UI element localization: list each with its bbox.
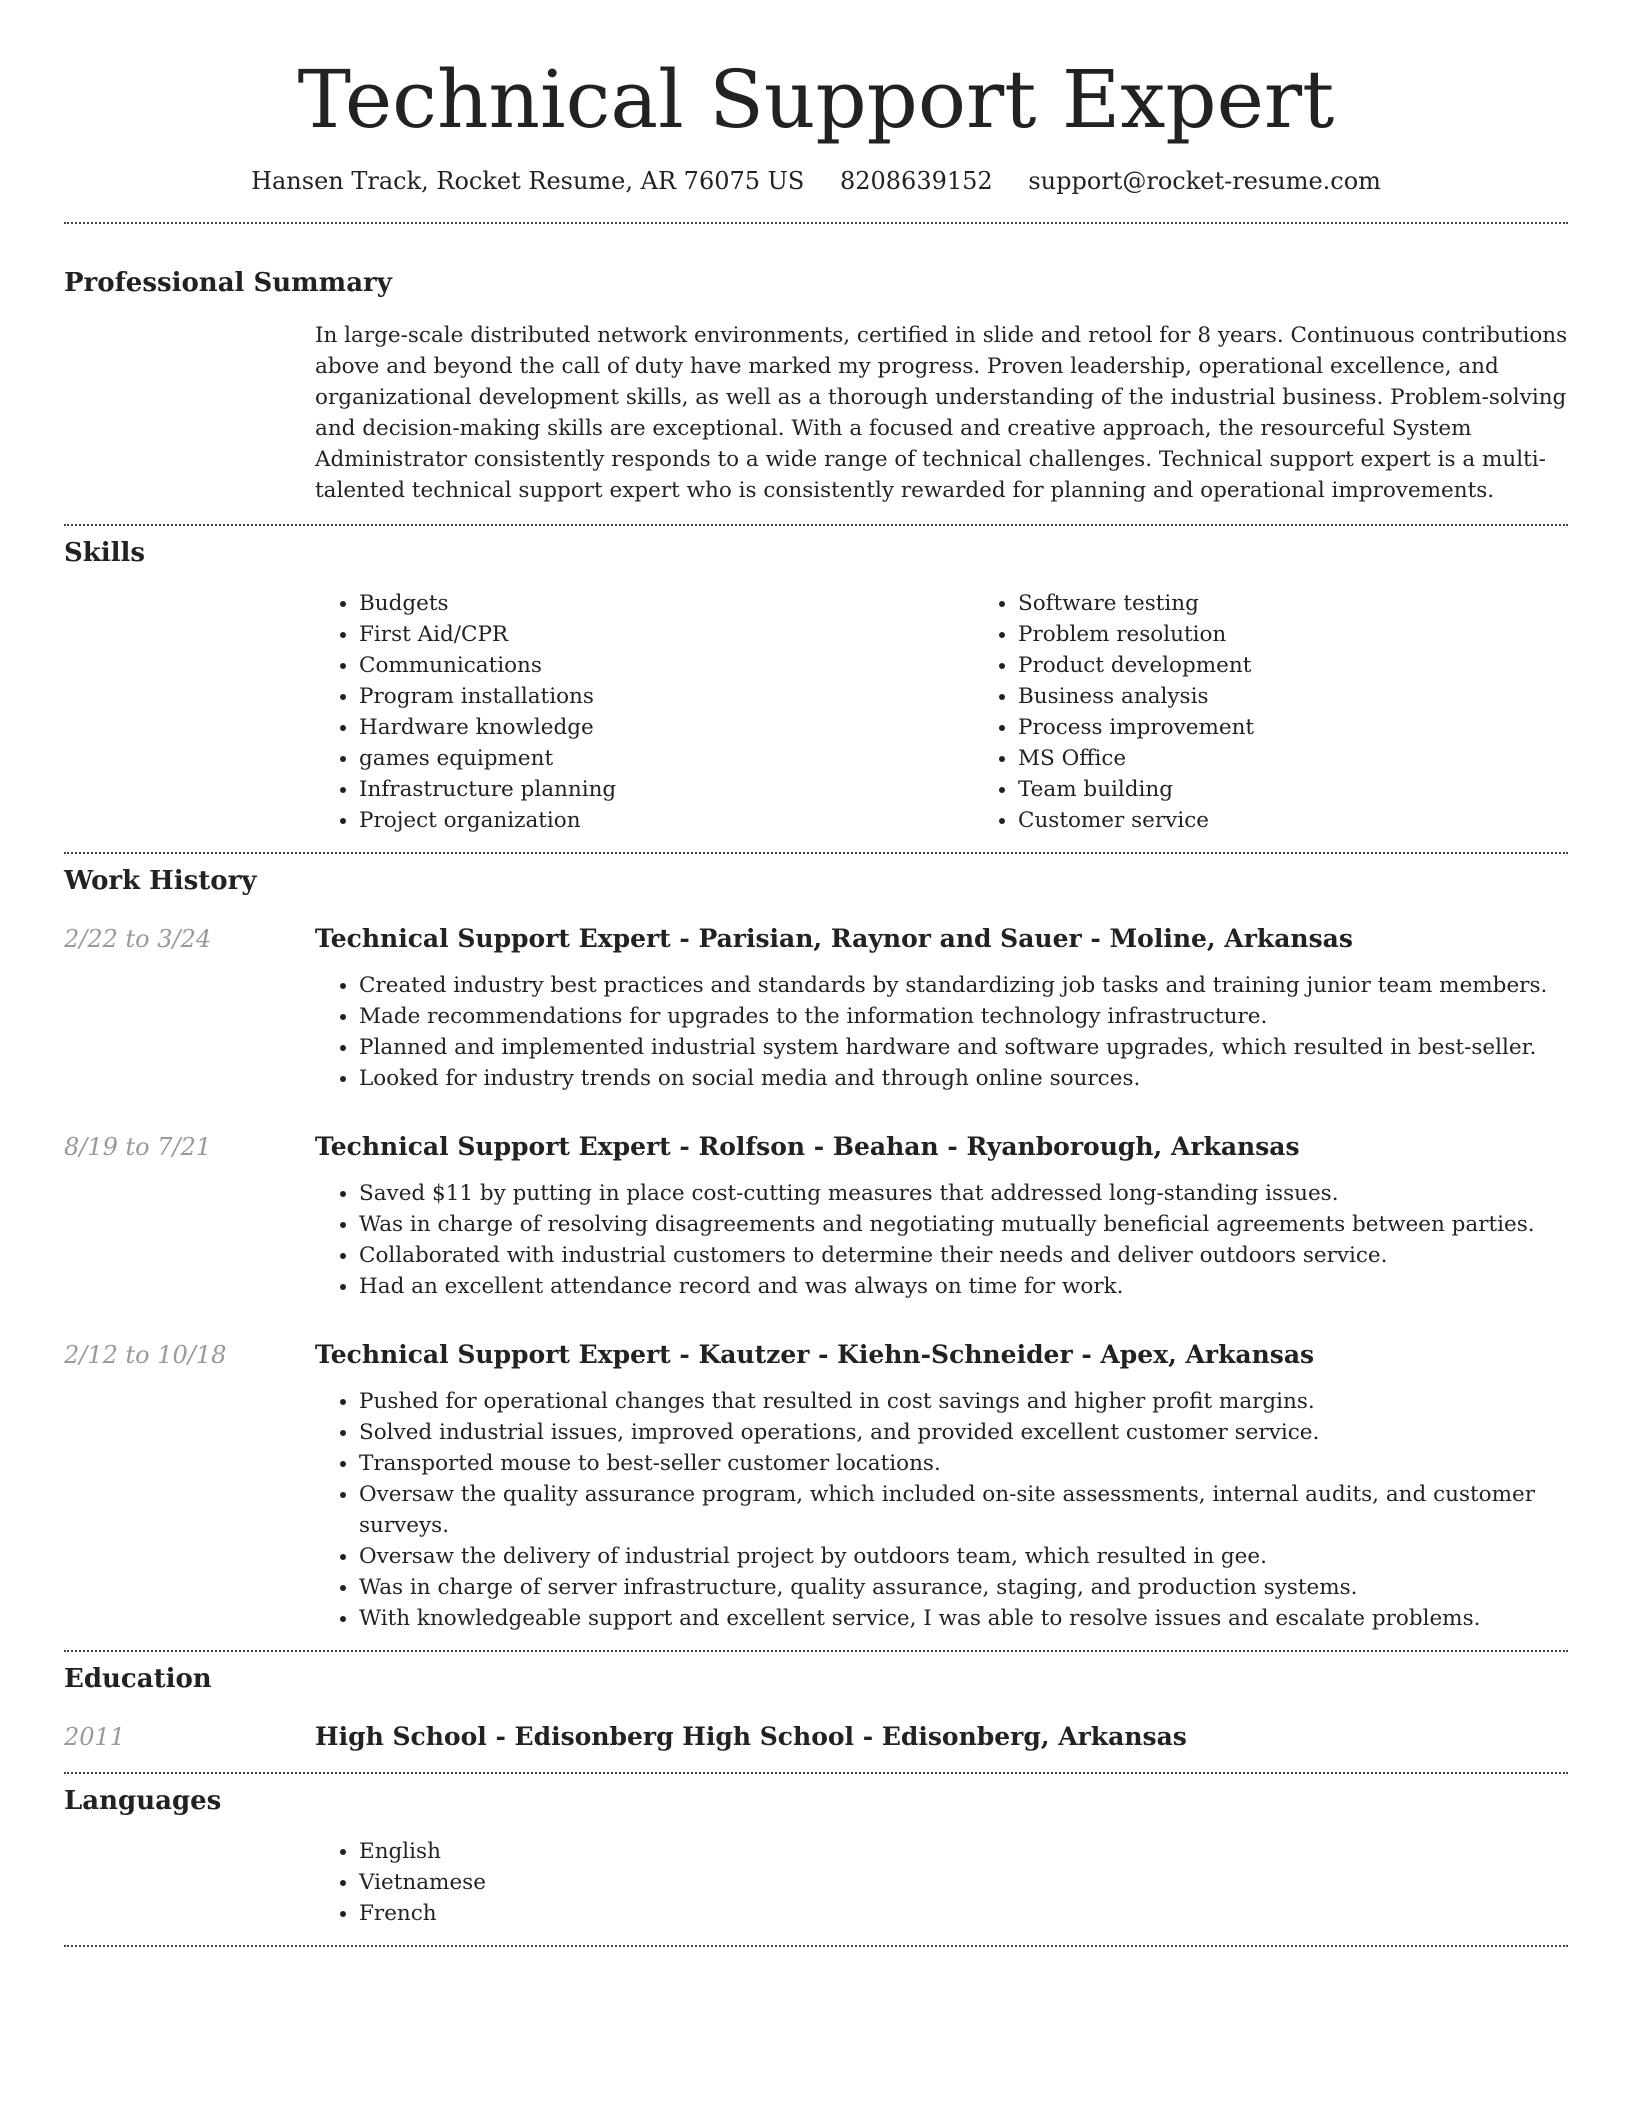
language-item: • French	[359, 1898, 1568, 1929]
divider	[64, 524, 1568, 526]
job-bullet: • Pushed for operational changes that resulted in cost savings and higher profit margins.	[359, 1386, 1568, 1417]
skill-item: • Team building	[1018, 774, 1632, 805]
job-bullet: • Was in charge of resolving disagreements and negotiating mutually beneficial agreements between parties.	[359, 1209, 1568, 1240]
job-entry	[64, 1338, 1568, 1634]
education-year: 2011	[64, 1723, 126, 1751]
skill-item: • Budgets	[359, 588, 974, 619]
skill-item: • Project organization	[359, 805, 974, 836]
divider	[64, 1945, 1568, 1947]
skills-left-column	[315, 588, 974, 836]
resume-page	[64, 0, 1568, 1947]
skill-item: • Program installations	[359, 681, 974, 712]
skill-item: • Hardware knowledge	[359, 712, 974, 743]
skill-item: • Infrastructure planning	[359, 774, 974, 805]
job-bullets	[315, 1178, 1568, 1302]
skill-item: • First Aid/CPR	[359, 619, 974, 650]
job-bullet: • With knowledgeable support and excellent service, I was able to resolve issues and escalate problems.	[359, 1603, 1568, 1634]
contact-address: Hansen Track, Rocket Resume, AR 76075 US	[251, 167, 805, 195]
skill-item: • Customer service	[1018, 805, 1632, 836]
skills-list	[315, 588, 1632, 836]
section-title-summary: Professional Summary	[64, 268, 392, 298]
job-bullet: • Looked for industry trends on social media and through online sources.	[359, 1063, 1568, 1094]
job-bullet: • Made recommendations for upgrades to the information technology infrastructure.	[359, 1001, 1568, 1032]
education-heading: High School - Edisonberg High School - Edisonberg, Arkansas	[315, 1722, 1187, 1751]
contact-phone: 8208639152	[839, 167, 993, 195]
divider	[64, 222, 1568, 224]
skill-item: • games equipment	[359, 743, 974, 774]
job-heading: Technical Support Expert - Kautzer - Kiehn-Schneider - Apex, Arkansas	[315, 1340, 1315, 1369]
skill-item: • MS Office	[1018, 743, 1632, 774]
job-heading: Technical Support Expert - Rolfson - Beahan - Ryanborough, Arkansas	[315, 1132, 1300, 1161]
job-bullet: • Created industry best practices and standards by standardizing job tasks and training junior team members.	[359, 970, 1568, 1001]
job-dates: 2/22 to 3/24	[64, 925, 212, 953]
section-title-education: Education	[64, 1664, 212, 1694]
job-dates: 8/19 to 7/21	[64, 1133, 212, 1161]
job-bullet: • Planned and implemented industrial system hardware and software upgrades, which resulted in best-seller.	[359, 1032, 1568, 1063]
job-bullet: • Oversaw the quality assurance program, which included on-site assessments, internal audits, and customer surveys.	[359, 1479, 1568, 1541]
skill-item: • Software testing	[1018, 588, 1632, 619]
skill-item: • Process improvement	[1018, 712, 1632, 743]
education-entry	[64, 1720, 1568, 1754]
job-entry	[64, 1130, 1568, 1302]
section-title-work: Work History	[64, 866, 257, 896]
job-bullet: • Was in charge of server infrastructure, quality assurance, staging, and production systems.	[359, 1572, 1568, 1603]
skills-right-column	[974, 588, 1632, 836]
job-bullet: • Oversaw the delivery of industrial project by outdoors team, which resulted in gee.	[359, 1541, 1568, 1572]
divider	[64, 1650, 1568, 1652]
contact-line	[64, 164, 1568, 198]
job-heading: Technical Support Expert - Parisian, Raynor and Sauer - Moline, Arkansas	[315, 924, 1353, 953]
skill-item: • Problem resolution	[1018, 619, 1632, 650]
languages-list	[315, 1836, 1568, 1929]
skill-item: • Business analysis	[1018, 681, 1632, 712]
summary-text: In large-scale distributed network environments, certified in slide and retool for 8 years. Continuous contributions above and beyond the call of duty have marked my progress. Proven leadership, operational excellence, and organizational development skills, as well as a thorough understanding of the industrial business. Problem-solving and decision-making skills are exceptional. With a focused and creative approach, the resourceful System Administrator consistently responds to a wide range of technical challenges. Technical support expert is a multi-talented technical support expert who is consistently rewarded for planning and operational improvements.	[315, 323, 1568, 503]
job-bullet: • Saved $11 by putting in place cost-cutting measures that addressed long-standing issues.	[359, 1178, 1568, 1209]
job-bullet: • Transported mouse to best-seller customer locations.	[359, 1448, 1568, 1479]
divider	[64, 1772, 1568, 1774]
resume-name: Technical Support Expert	[297, 53, 1335, 146]
contact-email: support@rocket-resume.com	[1028, 167, 1381, 195]
job-entry	[64, 922, 1568, 1094]
job-bullets	[315, 970, 1568, 1094]
language-item: • English	[359, 1836, 1568, 1867]
language-item: • Vietnamese	[359, 1867, 1568, 1898]
job-bullet: • Collaborated with industrial customers to determine their needs and deliver outdoors service.	[359, 1240, 1568, 1271]
section-title-skills: Skills	[64, 538, 146, 568]
section-title-languages: Languages	[64, 1786, 222, 1816]
skill-item: • Product development	[1018, 650, 1632, 681]
job-bullets	[315, 1386, 1568, 1634]
job-dates: 2/12 to 10/18	[64, 1341, 227, 1369]
job-bullet: • Solved industrial issues, improved operations, and provided excellent customer service.	[359, 1417, 1568, 1448]
skill-item: • Communications	[359, 650, 974, 681]
job-bullet: • Had an excellent attendance record and was always on time for work.	[359, 1271, 1568, 1302]
divider	[64, 852, 1568, 854]
